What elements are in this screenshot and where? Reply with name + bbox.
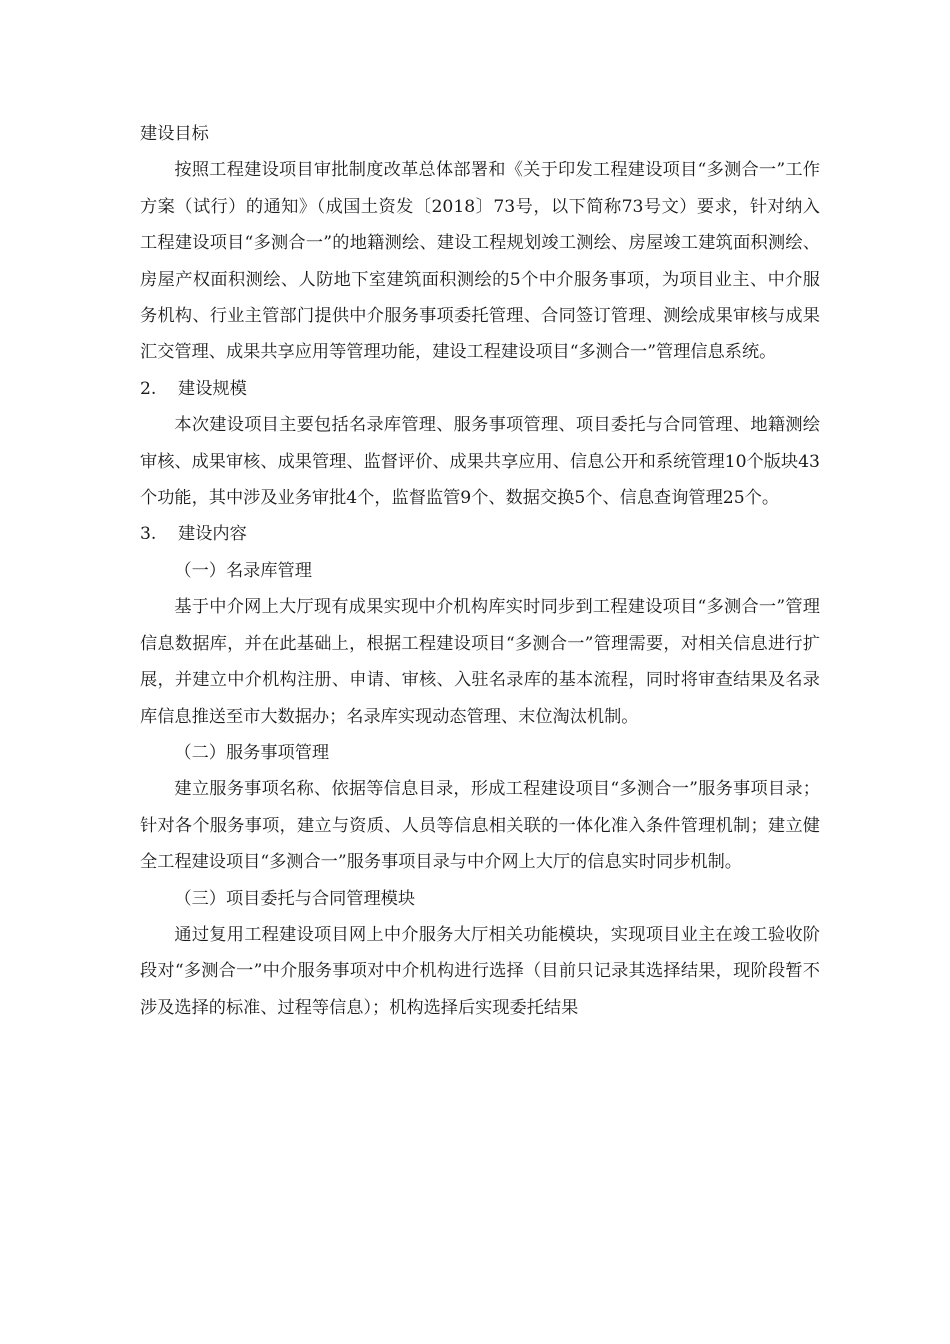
section-number: 2.	[140, 378, 157, 399]
subsection-service-title: （二）服务事项管理	[174, 742, 330, 763]
section-number: 3.	[140, 524, 157, 545]
subsection-contract-paragraph: 通过复用工程建设项目网上中介服务大厅相关功能模块，实现项目业主在竣工验收阶段对“多测合一”中介服务事项对中介机构进行选择（目前只记录其选择结果，现阶段暂不涉及选择的标准、过程等信息）；机构选择后实现委托结果	[140, 924, 820, 1018]
subsection-contract-title: （三）项目委托与合同管理模块	[174, 888, 416, 909]
section-scale-heading	[140, 371, 820, 407]
subsection-service-paragraph: 建立服务事项名称、依据等信息目录，形成工程建设项目“多测合一”服务事项目录；针对各个服务事项，建立与资质、人员等信息相关联的一体化准入条件管理机制；建立健全工程建设项目“多测合一”服务事项目录与中介网上大厅的信息实时同步机制。	[140, 779, 820, 873]
subsection-directory-title: （一）名录库管理	[174, 560, 312, 581]
section-title: 建设规模	[178, 378, 247, 399]
subsection-directory-paragraph: 基于中介网上大厅现有成果实现中介机构库实时同步到工程建设项目“多测合一”管理信息数据库，并在此基础上，根据工程建设项目“多测合一”管理需要，对相关信息进行扩展，并建立中介机构注册、申请、审核、入驻名录库的基本流程，同时将审查结果及名录库信息推送至市大数据办；名录库实现动态管理、末位淘汰机制。	[140, 597, 820, 727]
document-page	[140, 116, 820, 1026]
section-goal-paragraph: 按照工程建设项目审批制度改革总体部署和《关于印发工程建设项目“多测合一”工作方案（试行）的通知》（成国土资发〔2018〕73号，以下简称73号文）要求，针对纳入工程建设项目“多测合一”的地籍测绘、建设工程规划竣工测绘、房屋竣工建筑面积测绘、房屋产权面积测绘、人防地下室建筑面积测绘的5个中介服务事项，为项目业主、中介服务机构、行业主管部门提供中介服务事项委托管理、合同签订管理、测绘成果审核与成果汇交管理、成果共享应用等管理功能，建设工程建设项目“多测合一”管理信息系统。	[140, 160, 820, 363]
section-title: 建设内容	[178, 524, 247, 545]
section-goal-heading: 建设目标	[140, 124, 209, 144]
section-content-heading	[140, 516, 820, 552]
section-scale-paragraph: 本次建设项目主要包括名录库管理、服务事项管理、项目委托与合同管理、地籍测绘审核、成果审核、成果管理、监督评价、成果共享应用、信息公开和系统管理10个版块43个功能，其中涉及业务审批4个，监督监管9个、数据交换5个、信息查询管理25个。	[140, 415, 820, 509]
